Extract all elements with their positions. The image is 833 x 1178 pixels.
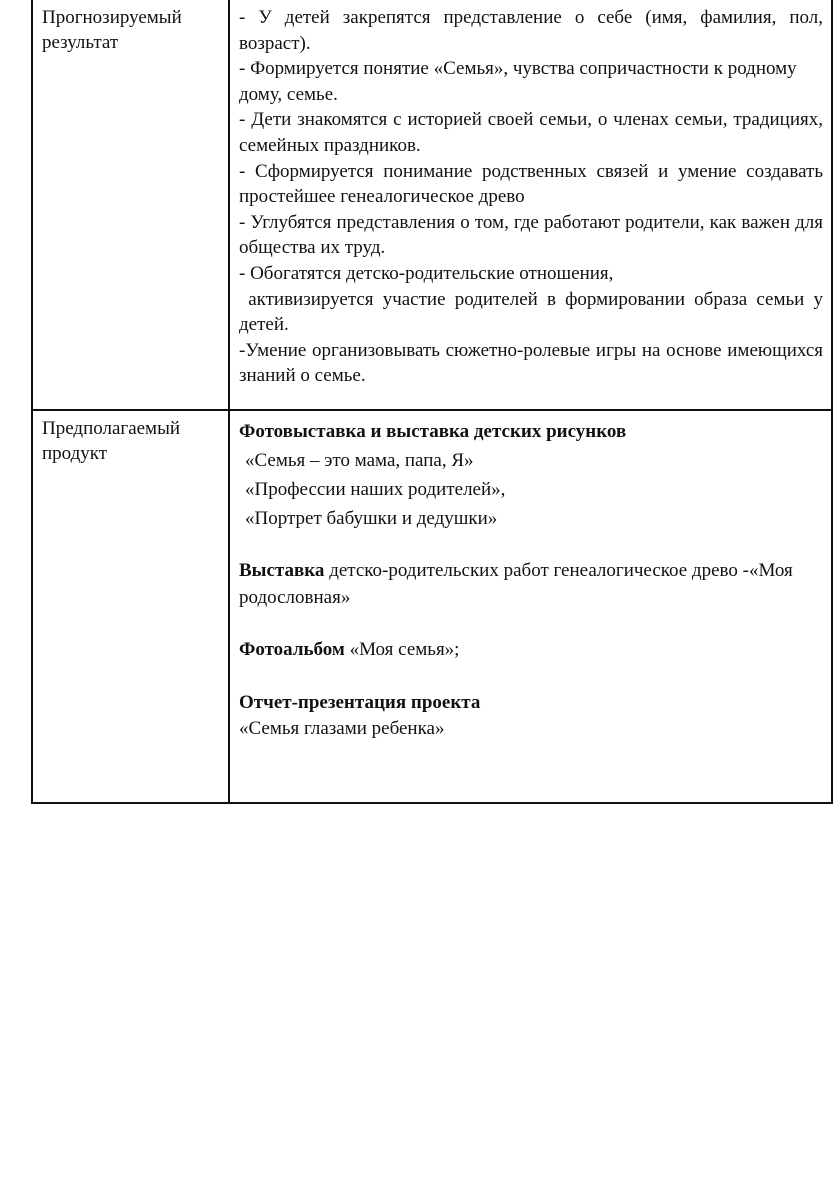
exhibition-item	[239, 557, 823, 611]
project-table	[31, 0, 833, 804]
result-items-cell	[229, 0, 832, 410]
album-item	[239, 635, 823, 664]
photo-exhibition-title: Фотовыставка и выставка детских рисунков	[239, 421, 627, 442]
result-item: -Умение организовывать сюжетно-ролевые игры на основе имеющихся знаний о семье.	[239, 339, 823, 387]
photo-exhibition-entry: «Семья – это мама, папа, Я»	[245, 450, 474, 471]
spacer	[239, 664, 823, 688]
exhibition-text: детско-родительских работ генеалогическое древо -«Моя родословная»	[239, 560, 793, 608]
photo-exhibition-entry: «Профессии наших родителей»,	[245, 479, 506, 500]
result-item: - Углубятся представления о том, где работают родители, как важен для общества их труд.	[239, 211, 823, 259]
result-item: - Дети знакомятся с историей своей семьи, о членах семьи, традициях, семейных праздников.	[239, 109, 823, 156]
row-label-cell	[32, 410, 229, 803]
row-label-cell	[32, 0, 229, 410]
product-items-cell	[229, 410, 832, 803]
result-item: - У детей закрепятся представление о себе (имя, фамилия, пол, возраст).	[239, 7, 823, 54]
result-item: - Сформируется понимание родственных связей и умение создавать простейшее генеалогическое древо	[239, 160, 823, 208]
exhibition-bold: Выставка	[239, 560, 325, 581]
photo-exhibition-entry: «Портрет бабушки и дедушки»	[245, 508, 498, 529]
result-item: - Формируется понятие «Семья», чувства сопричастности к родному дому, семье.	[239, 58, 797, 105]
result-item: - Обогатятся детско-родительские отношения,	[239, 262, 614, 284]
row-label-expected-result: Прогнозируемый результат	[42, 7, 182, 53]
table-row-expected-product	[32, 410, 832, 803]
album-bold: Фотоальбом	[239, 639, 345, 660]
report-subtitle: «Семья глазами ребенка»	[239, 718, 445, 739]
table-row-expected-result	[32, 0, 832, 410]
spacer	[239, 611, 823, 635]
result-item: активизируется участие родителей в формировании образа семьи у детей.	[239, 288, 828, 336]
spacer	[239, 533, 823, 557]
album-text: «Моя семья»;	[344, 639, 460, 660]
row-label-expected-product: Предполагаемый продукт	[42, 418, 181, 464]
report-title: Отчет-презентация проекта	[239, 692, 481, 713]
